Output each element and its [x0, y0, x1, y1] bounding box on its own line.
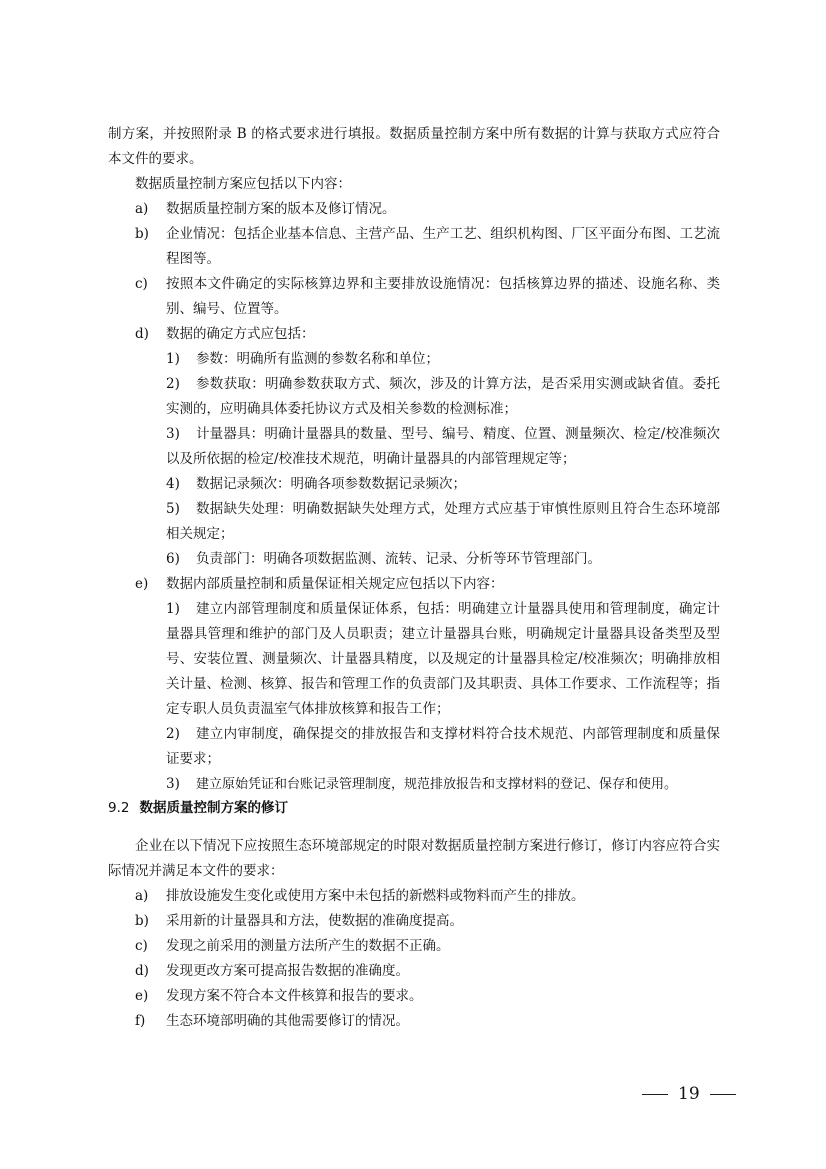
item-text: 发现方案不符合本文件核算和报告的要求。 — [166, 988, 423, 1004]
item-text: 数据质量控制方案的版本及修订情况。 — [166, 201, 396, 217]
subitem-label: 3) — [166, 776, 180, 792]
section-title: 数据质量控制方案的修订 — [139, 800, 288, 816]
subitem-label: 2) — [166, 376, 180, 392]
subitem-text: 数据记录频次：明确各项参数数据记录频次； — [196, 476, 466, 492]
item-text: 按照本文件确定的实际核算边界和主要排放设施情况：包括核算边界的描述、设施名称、类别、编号、位置等。 — [166, 276, 720, 317]
item-label: c) — [135, 276, 148, 292]
intro-paragraph: 制方案，并按照附录 B 的格式要求进行填报。数据质量控制方案中所有数据的计算与获取方式应符合本文件的要求。 — [108, 126, 720, 167]
item-label: e) — [135, 576, 149, 592]
item-label: a) — [135, 201, 149, 217]
subitem-label: 1) — [166, 601, 180, 617]
subitem-text: 计量器具：明确计量器具的数量、型号、编号、精度、位置、测量频次、检定/校准频次以及所依据的检定/校准技术规范，明确计量器具的内部管理规定等； — [166, 426, 720, 467]
item-label: d) — [135, 963, 149, 979]
item-text: 发现之前采用的测量方法所产生的数据不正确。 — [166, 938, 450, 954]
subitem-label: 5) — [166, 501, 180, 517]
item-text: 发现更改方案可提高报告数据的准确度。 — [166, 963, 409, 979]
subitem-text: 参数获取：明确参数获取方式、频次，涉及的计算方法，是否采用实测或缺省值。委托实测的，应明确具体委托协议方式及相关参数的检测标准； — [166, 376, 720, 417]
intro-lead: 数据质量控制方案应包括以下内容： — [135, 176, 351, 192]
section-number: 9.2 — [108, 800, 130, 816]
subitem-text: 负责部门：明确各项数据监测、流转、记录、分析等环节管理部门。 — [196, 551, 601, 567]
subitem-text: 参数：明确所有监测的参数名称和单位； — [196, 351, 439, 367]
subitem-label: 4) — [166, 476, 180, 492]
section-intro: 企业在以下情况下应按照生态环境部规定的时限对数据质量控制方案进行修订，修订内容应符合实际情况并满足本文件的要求： — [108, 838, 720, 879]
item-label: b) — [135, 226, 149, 242]
item-label: e) — [135, 988, 149, 1004]
section-heading — [108, 796, 288, 821]
item-text: 采用新的计量器具和方法，使数据的准确度提高。 — [166, 913, 463, 929]
page-footer — [632, 1082, 746, 1106]
item-label: c) — [135, 938, 148, 954]
item-text: 排放设施发生变化或使用方案中未包括的新燃料或物料而产生的排放。 — [166, 888, 585, 904]
subitem-label: 3) — [166, 426, 180, 442]
item-label: d) — [135, 326, 149, 342]
subitem-text: 数据缺失处理：明确数据缺失处理方式，处理方式应基于审慎性原则且符合生态环境部相关规定； — [166, 501, 720, 542]
subitem-text: 建立原始凭证和台账记录管理制度，规范排放报告和支撑材料的登记、保存和使用。 — [196, 777, 678, 792]
page-number: 19 — [678, 1084, 700, 1104]
subitem-text: 建立内审制度，确保提交的排放报告和支撑材料符合技术规范、内部管理制度和质量保证要求； — [166, 726, 720, 767]
item-text: 企业情况：包括企业基本信息、主营产品、生产工艺、组织机构图、厂区平面分布图、工艺流程图等。 — [166, 226, 720, 267]
subitem-text: 建立内部管理制度和质量保证体系，包括：明确建立计量器具使用和管理制度，确定计量器具管理和维护的部门及人员职责；建立计量器具台账，明确规定计量器具设备类型及型号、安装位置、测量频次、计量器具精度，以及规定的计量器具检定/校准频次；明确排放相关计量、检测、核算、报告和管理工作的负责部门及其职责、具体工作要求、工作流程等；指定专职人员负责温室气体排放核算和报告工作； — [166, 601, 720, 717]
item-text: 数据内部质量控制和质量保证相关规定应包括以下内容： — [166, 576, 504, 592]
footer-dash-right — [710, 1094, 736, 1095]
item-text: 数据的确定方式应包括： — [166, 326, 315, 342]
subitem-label: 6) — [166, 551, 180, 567]
subitem-label: 2) — [166, 726, 180, 742]
item-label: f) — [135, 1013, 146, 1029]
item-label: a) — [135, 888, 149, 904]
item-text: 生态环境部明确的其他需要修订的情况。 — [166, 1013, 409, 1029]
footer-dash-left — [642, 1094, 668, 1095]
item-label: b) — [135, 913, 149, 929]
subitem-label: 1) — [166, 351, 180, 367]
